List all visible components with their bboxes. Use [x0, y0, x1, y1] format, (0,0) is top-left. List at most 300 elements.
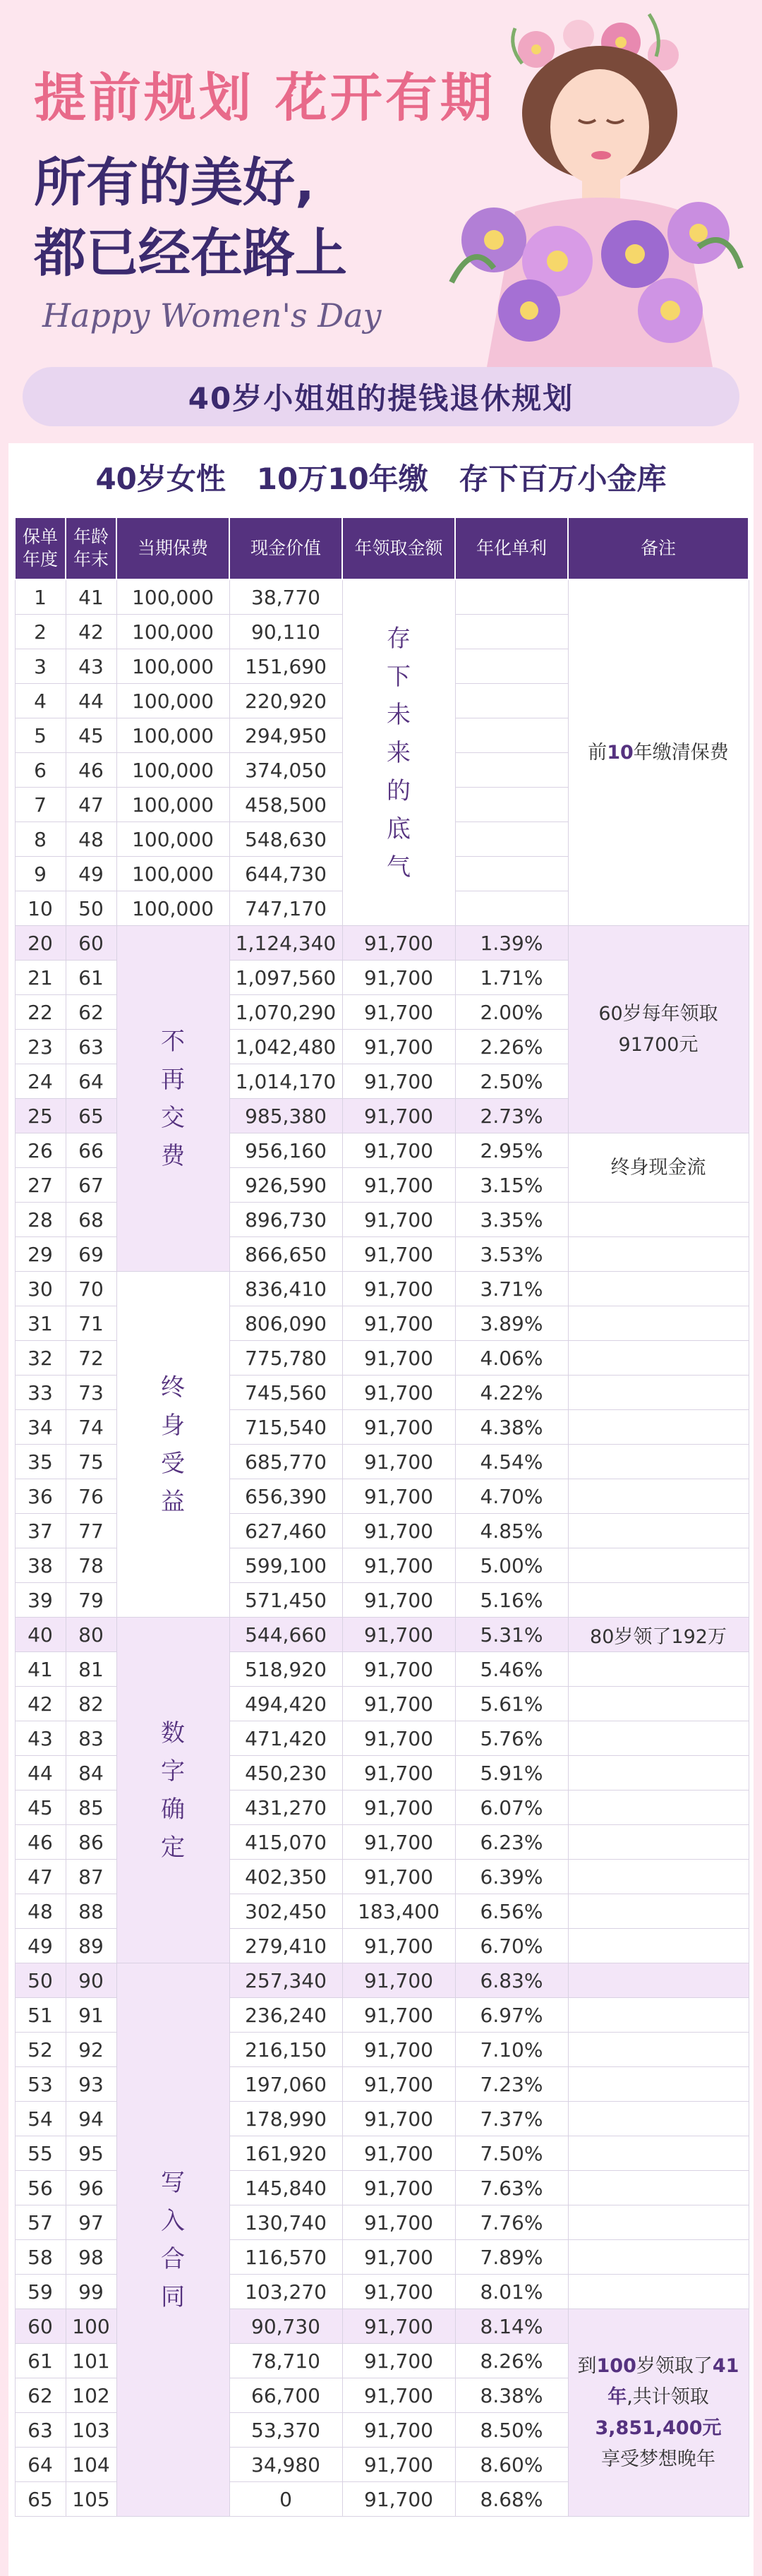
policy-year-cell: 41: [15, 1652, 66, 1687]
cash-value-cell: 294,950: [229, 718, 342, 753]
note-final-part: 享受梦想晚年: [601, 2448, 715, 2470]
age-cell: 67: [66, 1168, 116, 1203]
policy-year-cell: 3: [15, 649, 66, 684]
premium-cell: 100,000: [116, 857, 229, 891]
policy-year-cell: 6: [15, 753, 66, 788]
annualized-rate-cell: 4.70%: [455, 1479, 568, 1514]
note-empty-cell: [568, 2240, 749, 2275]
note-pay10-part: 10: [607, 741, 634, 764]
cash-value-cell: 518,920: [229, 1652, 342, 1687]
note-empty-cell: [568, 2102, 749, 2136]
age-cell: 95: [66, 2136, 116, 2171]
annual-payout-cell: 91,700: [342, 2344, 455, 2378]
table-row: [15, 1272, 749, 1306]
cash-value-cell: 685,770: [229, 1445, 342, 1479]
age-cell: 41: [66, 579, 116, 615]
cash-value-cell: 745,560: [229, 1376, 342, 1410]
cash-value-cell: 627,460: [229, 1514, 342, 1548]
policy-year-cell: 27: [15, 1168, 66, 1203]
annualized-rate-cell: [455, 579, 568, 615]
annualized-rate-cell: 4.06%: [455, 1341, 568, 1376]
annualized-rate-cell: [455, 857, 568, 891]
policy-year-cell: 65: [15, 2482, 66, 2517]
note-empty-cell: [568, 2067, 749, 2102]
annual-payout-cell: 91,700: [342, 961, 455, 995]
policy-year-cell: 24: [15, 1064, 66, 1099]
cash-value-cell: 90,110: [229, 615, 342, 649]
age-cell: 43: [66, 649, 116, 684]
annualized-rate-cell: 6.70%: [455, 1929, 568, 1963]
annualized-rate-cell: 8.50%: [455, 2413, 568, 2448]
policy-year-cell: 49: [15, 1929, 66, 1963]
annual-payout-cell: 91,700: [342, 1410, 455, 1445]
annualized-rate-cell: 7.89%: [455, 2240, 568, 2275]
no-pay-label: [116, 926, 229, 1272]
table-row: [15, 1963, 749, 1998]
age-cell: 101: [66, 2344, 116, 2378]
note-cashflow-text: 终身现金流: [610, 1156, 706, 1179]
cash-value-cell: 415,070: [229, 1825, 342, 1860]
policy-year-cell: 23: [15, 1030, 66, 1064]
save-label: [342, 579, 455, 926]
age-cell: 77: [66, 1514, 116, 1548]
note-empty-cell: [568, 2033, 749, 2067]
premium-cell: 100,000: [116, 822, 229, 857]
annualized-rate-cell: 4.38%: [455, 1410, 568, 1445]
annualized-rate-cell: 8.01%: [455, 2275, 568, 2309]
cash-value-cell: 178,990: [229, 2102, 342, 2136]
annual-payout-cell: 91,700: [342, 2033, 455, 2067]
annual-payout-cell: 91,700: [342, 1860, 455, 1894]
no-pay-label-text: 不再交费: [161, 1027, 185, 1170]
cash-value-cell: 747,170: [229, 891, 342, 926]
cash-value-cell: 571,450: [229, 1583, 342, 1618]
note-empty-cell: [568, 1272, 749, 1306]
note-empty-cell: [568, 1790, 749, 1825]
age-cell: 92: [66, 2033, 116, 2067]
age-cell: 65: [66, 1099, 116, 1133]
plan-title-banner: 40岁小姐姐的提钱退休规划: [23, 367, 739, 426]
annualized-rate-cell: 8.14%: [455, 2309, 568, 2344]
annual-payout-cell: 91,700: [342, 1514, 455, 1548]
annualized-rate-cell: 8.60%: [455, 2448, 568, 2482]
age-cell: 49: [66, 857, 116, 891]
note-age60: [568, 926, 749, 1133]
premium-cell: 100,000: [116, 579, 229, 615]
premium-cell: 100,000: [116, 718, 229, 753]
age-cell: 100: [66, 2309, 116, 2344]
annual-payout-cell: 91,700: [342, 1756, 455, 1790]
note-pay10-part: 前: [588, 741, 607, 764]
annualized-rate-cell: 2.73%: [455, 1099, 568, 1133]
policy-year-cell: 60: [15, 2309, 66, 2344]
age-cell: 102: [66, 2378, 116, 2413]
policy-year-cell: 5: [15, 718, 66, 753]
cash-value-cell: 458,500: [229, 788, 342, 822]
age-cell: 74: [66, 1410, 116, 1445]
annual-payout-cell: 183,400: [342, 1894, 455, 1929]
contract-label-text: 写入合同: [161, 2168, 185, 2311]
cash-value-cell: 450,230: [229, 1756, 342, 1790]
annualized-rate-cell: 6.97%: [455, 1998, 568, 2033]
note-final-part: 到: [577, 2354, 597, 2377]
header-notes: 备注: [568, 517, 749, 579]
annualized-rate-cell: 7.50%: [455, 2136, 568, 2171]
age-cell: 99: [66, 2275, 116, 2309]
cash-value-cell: 775,780: [229, 1341, 342, 1376]
annualized-rate-cell: 8.38%: [455, 2378, 568, 2413]
age-cell: 87: [66, 1860, 116, 1894]
annual-payout-cell: 91,700: [342, 1721, 455, 1756]
annualized-rate-cell: 5.76%: [455, 1721, 568, 1756]
note-cashflow-cell: [568, 1133, 749, 1203]
annual-payout-cell: 91,700: [342, 1548, 455, 1583]
plan-subtitle: 40岁女性 10万10年缴 存下百万小金库: [95, 462, 667, 496]
policy-year-cell: 7: [15, 788, 66, 822]
note-empty-cell: [568, 1479, 749, 1514]
age-cell: 97: [66, 2205, 116, 2240]
policy-year-cell: 37: [15, 1514, 66, 1548]
annualized-rate-cell: 7.76%: [455, 2205, 568, 2240]
annual-payout-cell: 91,700: [342, 1030, 455, 1064]
age-cell: 103: [66, 2413, 116, 2448]
note-age80-cell: 80岁领了192万: [568, 1618, 749, 1652]
premium-cell: 100,000: [116, 649, 229, 684]
note-empty-cell: [568, 1306, 749, 1341]
age-cell: 60: [66, 926, 116, 961]
cash-value-cell: 806,090: [229, 1306, 342, 1341]
annual-payout-cell: 91,700: [342, 1064, 455, 1099]
cash-value-cell: 494,420: [229, 1687, 342, 1721]
age-cell: 81: [66, 1652, 116, 1687]
policy-year-cell: 28: [15, 1203, 66, 1237]
age-cell: 62: [66, 995, 116, 1030]
annual-payout-cell: 91,700: [342, 2102, 455, 2136]
note-empty-cell: [568, 1410, 749, 1445]
cash-value-cell: 926,590: [229, 1168, 342, 1203]
note-final-part: 3,851,400元: [595, 2416, 722, 2439]
annualized-rate-cell: 3.35%: [455, 1203, 568, 1237]
age-cell: 70: [66, 1272, 116, 1306]
hero-section: [0, 0, 762, 367]
note-empty-cell: [568, 1894, 749, 1929]
note-final: [568, 2309, 749, 2517]
annualized-rate-cell: [455, 718, 568, 753]
annual-payout-cell: 91,700: [342, 1237, 455, 1272]
policy-year-cell: 2: [15, 615, 66, 649]
annualized-rate-cell: 3.89%: [455, 1306, 568, 1341]
plan-card: [8, 443, 754, 2576]
age-cell: 47: [66, 788, 116, 822]
annual-payout-cell: 91,700: [342, 1825, 455, 1860]
note-pay10: [568, 579, 749, 926]
table-row: [15, 926, 749, 961]
annual-payout-cell: 91,700: [342, 2309, 455, 2344]
cash-value-cell: 103,270: [229, 2275, 342, 2309]
policy-year-cell: 54: [15, 2102, 66, 2136]
hero-line-2: 所有的美好,: [34, 152, 315, 213]
cash-value-cell: 656,390: [229, 1479, 342, 1514]
age-cell: 83: [66, 1721, 116, 1756]
benefit-table: [14, 517, 749, 2517]
policy-year-cell: 38: [15, 1548, 66, 1583]
policy-year-cell: 4: [15, 684, 66, 718]
policy-year-cell: 36: [15, 1479, 66, 1514]
note-empty-cell: [568, 1652, 749, 1687]
cash-value-cell: 374,050: [229, 753, 342, 788]
annual-payout-cell: 91,700: [342, 1133, 455, 1168]
policy-year-cell: 1: [15, 579, 66, 615]
note-empty-cell: [568, 1963, 749, 1998]
policy-year-cell: 50: [15, 1963, 66, 1998]
policy-year-cell: 52: [15, 2033, 66, 2067]
annualized-rate-cell: 5.61%: [455, 1687, 568, 1721]
header-age: 年龄年末: [66, 517, 116, 579]
annualized-rate-cell: 2.26%: [455, 1030, 568, 1064]
annual-payout-cell: 91,700: [342, 1479, 455, 1514]
hero-script-text: Happy Women's Day: [42, 296, 382, 335]
age-cell: 96: [66, 2171, 116, 2205]
annualized-rate-cell: 5.91%: [455, 1756, 568, 1790]
annualized-rate-cell: 6.39%: [455, 1860, 568, 1894]
age-cell: 79: [66, 1583, 116, 1618]
cash-value-cell: 90,730: [229, 2309, 342, 2344]
cash-value-cell: 145,840: [229, 2171, 342, 2205]
annualized-rate-cell: 1.39%: [455, 926, 568, 961]
note-empty-cell: [568, 2136, 749, 2171]
policy-year-cell: 33: [15, 1376, 66, 1410]
cash-value-cell: 53,370: [229, 2413, 342, 2448]
cash-value-cell: 279,410: [229, 1929, 342, 1963]
policy-year-cell: 21: [15, 961, 66, 995]
premium-cell: 100,000: [116, 788, 229, 822]
note-empty-cell: [568, 1583, 749, 1618]
age-cell: 85: [66, 1790, 116, 1825]
annualized-rate-cell: 4.54%: [455, 1445, 568, 1479]
cash-value-cell: 38,770: [229, 579, 342, 615]
note-empty-cell: [568, 1203, 749, 1237]
cash-value-cell: 715,540: [229, 1410, 342, 1445]
premium-cell: 100,000: [116, 891, 229, 926]
age-cell: 76: [66, 1479, 116, 1514]
annual-payout-cell: 91,700: [342, 2136, 455, 2171]
policy-year-cell: 20: [15, 926, 66, 961]
policy-year-cell: 8: [15, 822, 66, 857]
hero-line-3: 都已经在路上: [34, 223, 347, 284]
lifetime-label: [116, 1272, 229, 1618]
age-cell: 94: [66, 2102, 116, 2136]
note-empty-cell: [568, 1860, 749, 1894]
annual-payout-cell: 91,700: [342, 1687, 455, 1721]
annualized-rate-cell: 2.95%: [455, 1133, 568, 1168]
annual-payout-cell: 91,700: [342, 1376, 455, 1410]
policy-year-cell: 48: [15, 1894, 66, 1929]
policy-year-cell: 34: [15, 1410, 66, 1445]
cash-value-cell: 431,270: [229, 1790, 342, 1825]
age-cell: 93: [66, 2067, 116, 2102]
annualized-rate-cell: 1.71%: [455, 961, 568, 995]
cash-value-cell: 302,450: [229, 1894, 342, 1929]
age-cell: 69: [66, 1237, 116, 1272]
cash-value-cell: 197,060: [229, 2067, 342, 2102]
header-annual-payout: 年领取金额: [342, 517, 455, 579]
note-empty-cell: [568, 1929, 749, 1963]
annual-payout-cell: 91,700: [342, 1998, 455, 2033]
annual-payout-cell: 91,700: [342, 1929, 455, 1963]
policy-year-cell: 39: [15, 1583, 66, 1618]
header-cash-value: 现金价值: [229, 517, 342, 579]
note-empty-cell: [568, 1548, 749, 1583]
cash-value-cell: 0: [229, 2482, 342, 2517]
policy-year-cell: 29: [15, 1237, 66, 1272]
age-cell: 64: [66, 1064, 116, 1099]
age-cell: 75: [66, 1445, 116, 1479]
age-cell: 68: [66, 1203, 116, 1237]
annual-payout-cell: 91,700: [342, 2240, 455, 2275]
policy-year-cell: 45: [15, 1790, 66, 1825]
policy-year-cell: 57: [15, 2205, 66, 2240]
annual-payout-cell: 91,700: [342, 1583, 455, 1618]
note-empty-cell: [568, 1376, 749, 1410]
table-header-row: [15, 517, 749, 579]
header-annualized-rate: 年化单利: [455, 517, 568, 579]
policy-year-cell: 63: [15, 2413, 66, 2448]
age-cell: 63: [66, 1030, 116, 1064]
annualized-rate-cell: 8.26%: [455, 2344, 568, 2378]
annualized-rate-cell: 5.31%: [455, 1618, 568, 1652]
annualized-rate-cell: 8.68%: [455, 2482, 568, 2517]
policy-year-cell: 22: [15, 995, 66, 1030]
note-age60-text: 60岁每年领取91700元: [598, 1002, 718, 1056]
annualized-rate-cell: 4.22%: [455, 1376, 568, 1410]
cash-value-cell: 402,350: [229, 1860, 342, 1894]
note-empty-cell: [568, 1721, 749, 1756]
annualized-rate-cell: 5.46%: [455, 1652, 568, 1687]
annual-payout-cell: 91,700: [342, 2171, 455, 2205]
policy-year-cell: 64: [15, 2448, 66, 2482]
policy-year-cell: 51: [15, 1998, 66, 2033]
note-final-part: 41年: [607, 2354, 739, 2408]
age-cell: 48: [66, 822, 116, 857]
woman-illustration: [437, 0, 762, 367]
header-policy-year: 保单年度: [15, 517, 66, 579]
policy-year-cell: 25: [15, 1099, 66, 1133]
age-cell: 88: [66, 1894, 116, 1929]
premium-cell: 100,000: [116, 684, 229, 718]
policy-year-cell: 40: [15, 1618, 66, 1652]
policy-year-cell: 47: [15, 1860, 66, 1894]
annualized-rate-cell: [455, 753, 568, 788]
annualized-rate-cell: 2.50%: [455, 1064, 568, 1099]
cash-value-cell: 644,730: [229, 857, 342, 891]
annualized-rate-cell: 6.83%: [455, 1963, 568, 1998]
age-cell: 73: [66, 1376, 116, 1410]
policy-year-cell: 58: [15, 2240, 66, 2275]
annualized-rate-cell: 2.00%: [455, 995, 568, 1030]
annual-payout-cell: 91,700: [342, 1168, 455, 1203]
age-cell: 80: [66, 1618, 116, 1652]
annualized-rate-cell: 7.23%: [455, 2067, 568, 2102]
annual-payout-cell: 91,700: [342, 2413, 455, 2448]
note-empty-cell: [568, 2275, 749, 2309]
policy-year-cell: 32: [15, 1341, 66, 1376]
annualized-rate-cell: 6.56%: [455, 1894, 568, 1929]
annualized-rate-cell: [455, 684, 568, 718]
age-cell: 45: [66, 718, 116, 753]
note-pay10-part: 年缴清保费: [633, 741, 729, 764]
annual-payout-cell: 91,700: [342, 1963, 455, 1998]
annualized-rate-cell: 4.85%: [455, 1514, 568, 1548]
cash-value-cell: 66,700: [229, 2378, 342, 2413]
annualized-rate-cell: 3.15%: [455, 1168, 568, 1203]
cash-value-cell: 34,980: [229, 2448, 342, 2482]
cash-value-cell: 161,920: [229, 2136, 342, 2171]
policy-year-cell: 61: [15, 2344, 66, 2378]
premium-cell: 100,000: [116, 753, 229, 788]
policy-year-cell: 43: [15, 1721, 66, 1756]
lifetime-label-text: 终身受益: [161, 1373, 185, 1516]
annual-payout-cell: 91,700: [342, 1445, 455, 1479]
annualized-rate-cell: 3.53%: [455, 1237, 568, 1272]
age-cell: 82: [66, 1687, 116, 1721]
cash-value-cell: 1,097,560: [229, 961, 342, 995]
age-cell: 90: [66, 1963, 116, 1998]
header-premium: 当期保费: [116, 517, 229, 579]
annualized-rate-cell: 6.07%: [455, 1790, 568, 1825]
annual-payout-cell: 91,700: [342, 1203, 455, 1237]
policy-year-cell: 9: [15, 857, 66, 891]
note-empty-cell: [568, 1825, 749, 1860]
cash-value-cell: 1,070,290: [229, 995, 342, 1030]
note-empty-cell: [568, 1341, 749, 1376]
age-cell: 105: [66, 2482, 116, 2517]
age-cell: 84: [66, 1756, 116, 1790]
policy-year-cell: 10: [15, 891, 66, 926]
age-cell: 89: [66, 1929, 116, 1963]
cash-value-cell: 1,014,170: [229, 1064, 342, 1099]
note-empty-cell: [568, 1687, 749, 1721]
note-final-part: 100: [596, 2354, 636, 2377]
age-cell: 50: [66, 891, 116, 926]
cash-value-cell: 866,650: [229, 1237, 342, 1272]
age-cell: 98: [66, 2240, 116, 2275]
cash-value-cell: 116,570: [229, 2240, 342, 2275]
annual-payout-cell: 91,700: [342, 1272, 455, 1306]
policy-year-cell: 44: [15, 1756, 66, 1790]
cash-value-cell: 216,150: [229, 2033, 342, 2067]
note-empty-cell: [568, 1445, 749, 1479]
table-row: [15, 579, 749, 615]
cash-value-cell: 257,340: [229, 1963, 342, 1998]
age-cell: 42: [66, 615, 116, 649]
annual-payout-cell: 91,700: [342, 1306, 455, 1341]
contract-label: [116, 1963, 229, 2517]
policy-year-cell: 62: [15, 2378, 66, 2413]
age-cell: 78: [66, 1548, 116, 1583]
annual-payout-cell: 91,700: [342, 995, 455, 1030]
certain-label: [116, 1618, 229, 1963]
premium-cell: 100,000: [116, 615, 229, 649]
age-cell: 91: [66, 1998, 116, 2033]
policy-year-cell: 59: [15, 2275, 66, 2309]
note-final-part: 岁领取了: [636, 2354, 713, 2377]
annual-payout-cell: 91,700: [342, 1652, 455, 1687]
policy-year-cell: 35: [15, 1445, 66, 1479]
cash-value-cell: 220,920: [229, 684, 342, 718]
age-cell: 72: [66, 1341, 116, 1376]
policy-year-cell: 42: [15, 1687, 66, 1721]
note-empty-cell: [568, 2171, 749, 2205]
